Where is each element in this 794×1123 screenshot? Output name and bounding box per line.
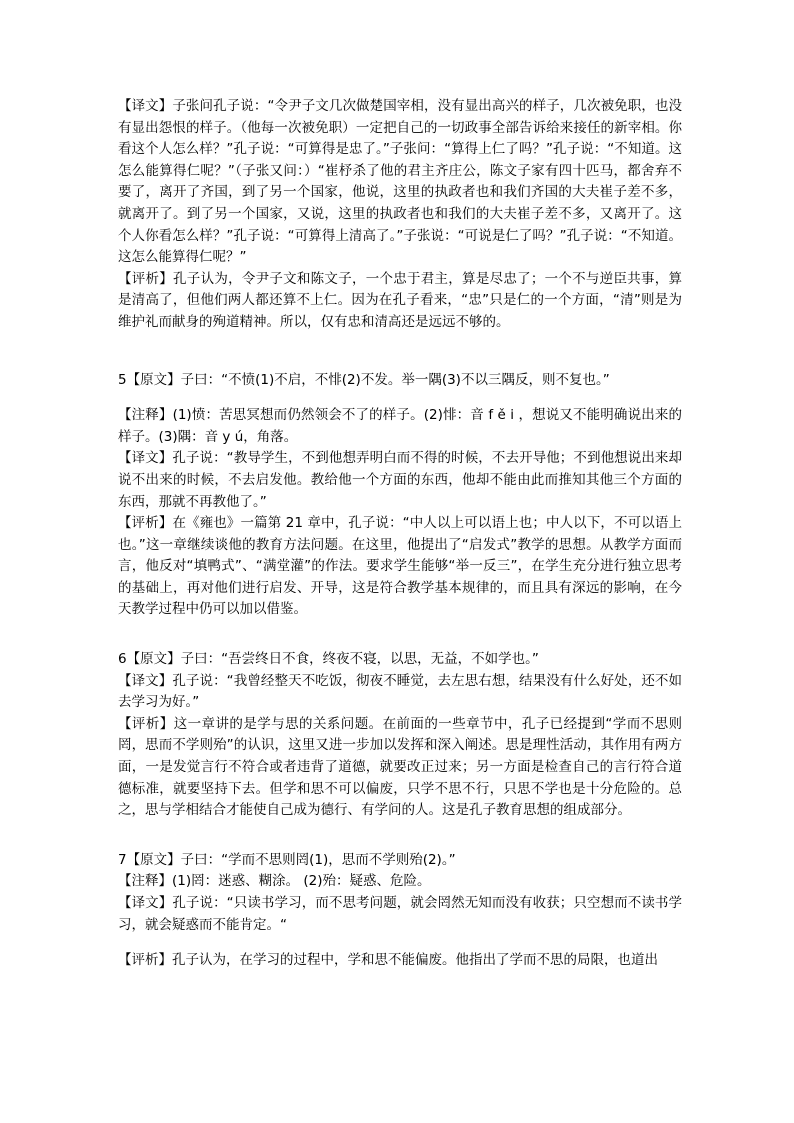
section-6 [118,649,682,822]
translation-paragraph-6: 【译文】孔子说：“我曾经整天不吃饭，彻夜不睡觉，去左思右想，结果没有什么好处，还不如去学习为好。” [118,672,682,711]
analysis-paragraph-5: 【评析】在《雍也》一篇第 21 章中，孔子说：“中人以上可以语上也；中人以下，不可以语上也。”这一章继续谈他的教育方法问题。在这里，他提出了“启发式”教学的思想。从教学方面而言，他反对“填鸭式”、“满堂灌”的作法。要求学生能够“举一反三”，在学生充分进行独立思考的基础上，再对他们进行启发、开导，这是符合教学基本规律的，而且具有深远的影响，在今天教学过程中仍可以加以借鉴。 [118,515,682,618]
document-page [118,96,682,972]
section-5-notes [118,405,682,621]
translation-paragraph: 【译文】子张问孔子说：“令尹子文几次做楚国宰相，没有显出高兴的样子，几次被免职，也没有显出怨恨的样子。（他每一次被免职）一定把自己的一切政事全部告诉给来接任的新宰相。你看这个人怎么样？”孔子说：“可算得是忠了。”子张问：“算得上仁了吗？”孔子说：“不知道。这怎么能算得仁呢？”（子张又问：）“崔杼杀了他的君主齐庄公，陈文子家有四十匹马，都舍弃不要了，离开了齐国，到了另一个国家，他说，这里的执政者也和我们齐国的大夫崔子差不多，就离开了。到了另一个国家，又说，这里的执政者也和我们的大夫崔子差不多，又离开了。这个人你看怎么样？”孔子说：“可算得上清高了。”子张说：“可说是仁了吗？”孔子说：“不知道。这怎么能算得仁呢？” [118,98,682,266]
analysis-paragraph-7: 【评析】孔子认为，在学习的过程中，学和思不能偏废。他指出了学而不思的局限，也道出 [118,952,658,969]
section-zizhang [118,96,682,334]
section-7 [118,850,682,936]
analysis-paragraph: 【评析】孔子认为，令尹子文和陈文子，一个忠于君主，算是尽忠了；一个不与逆臣共事，算是清高了，但他们两人都还算不上仁。因为在孔子看来，“忠”只是仁的一个方面，“清”则是为维护礼而献身的殉道精神。所以，仅有忠和清高还是远远不够的。 [118,270,682,330]
analysis-paragraph-6: 【评析】这一章讲的是学与思的关系问题。在前面的一些章节中，孔子已经提到“学而不思则罔，思而不学则殆”的认识，这里又进一步加以发挥和深入阐述。思是理性活动，其作用有两方面，一是发觉言行不符合或者违背了道德，就要改正过来；另一方面是检查自己的言行符合道德标准，就要坚持下去。但学和思不可以偏废，只学不思不行，只思不学也是十分危险的。总之，思与学相结合才能使自己成为德行、有学问的人。这是孔子教育思想的组成部分。 [118,715,682,819]
notes-paragraph-7: 【注释】(1)罔：迷惑、糊涂。 (2)殆：疑惑、危险。 [118,873,431,890]
original-text-5: 5【原文】子曰：“不愤(1)不启，不悱(2)不发。举一隅(3)不以三隅反，则不复也。” [118,371,610,388]
notes-paragraph-5: 【注释】(1)愤：苦思冥想而仍然领会不了的样子。(2)悱：音 f ě i ，想说又不能明确说出来的样子。(3)隅：音 y ú，角落。 [118,407,682,445]
translation-paragraph-7: 【译文】孔子说：“只读书学习，而不思考问题，就会罔然无知而没有收获；只空想而不读书学习，就会疑惑而不能肯定。“ [118,895,682,933]
section-5-original [118,370,682,392]
original-text-6: 6【原文】子曰：“吾尝终日不食，终夜不寝，以思，无益，不如学也。” [118,651,539,668]
section-7-analysis [118,950,682,972]
translation-paragraph-5: 【译文】孔子说：“教导学生，不到他想弄明白而不得的时候，不去开导他；不到他想说出来却说不出来的时候，不去启发他。教给他一个方面的东西，他却不能由此而推知其他三个方面的东西，那就不再教他了。” [118,450,682,510]
original-text-7: 7【原文】子曰：“学而不思则罔(1)，思而不学则殆(2)。” [118,851,456,868]
